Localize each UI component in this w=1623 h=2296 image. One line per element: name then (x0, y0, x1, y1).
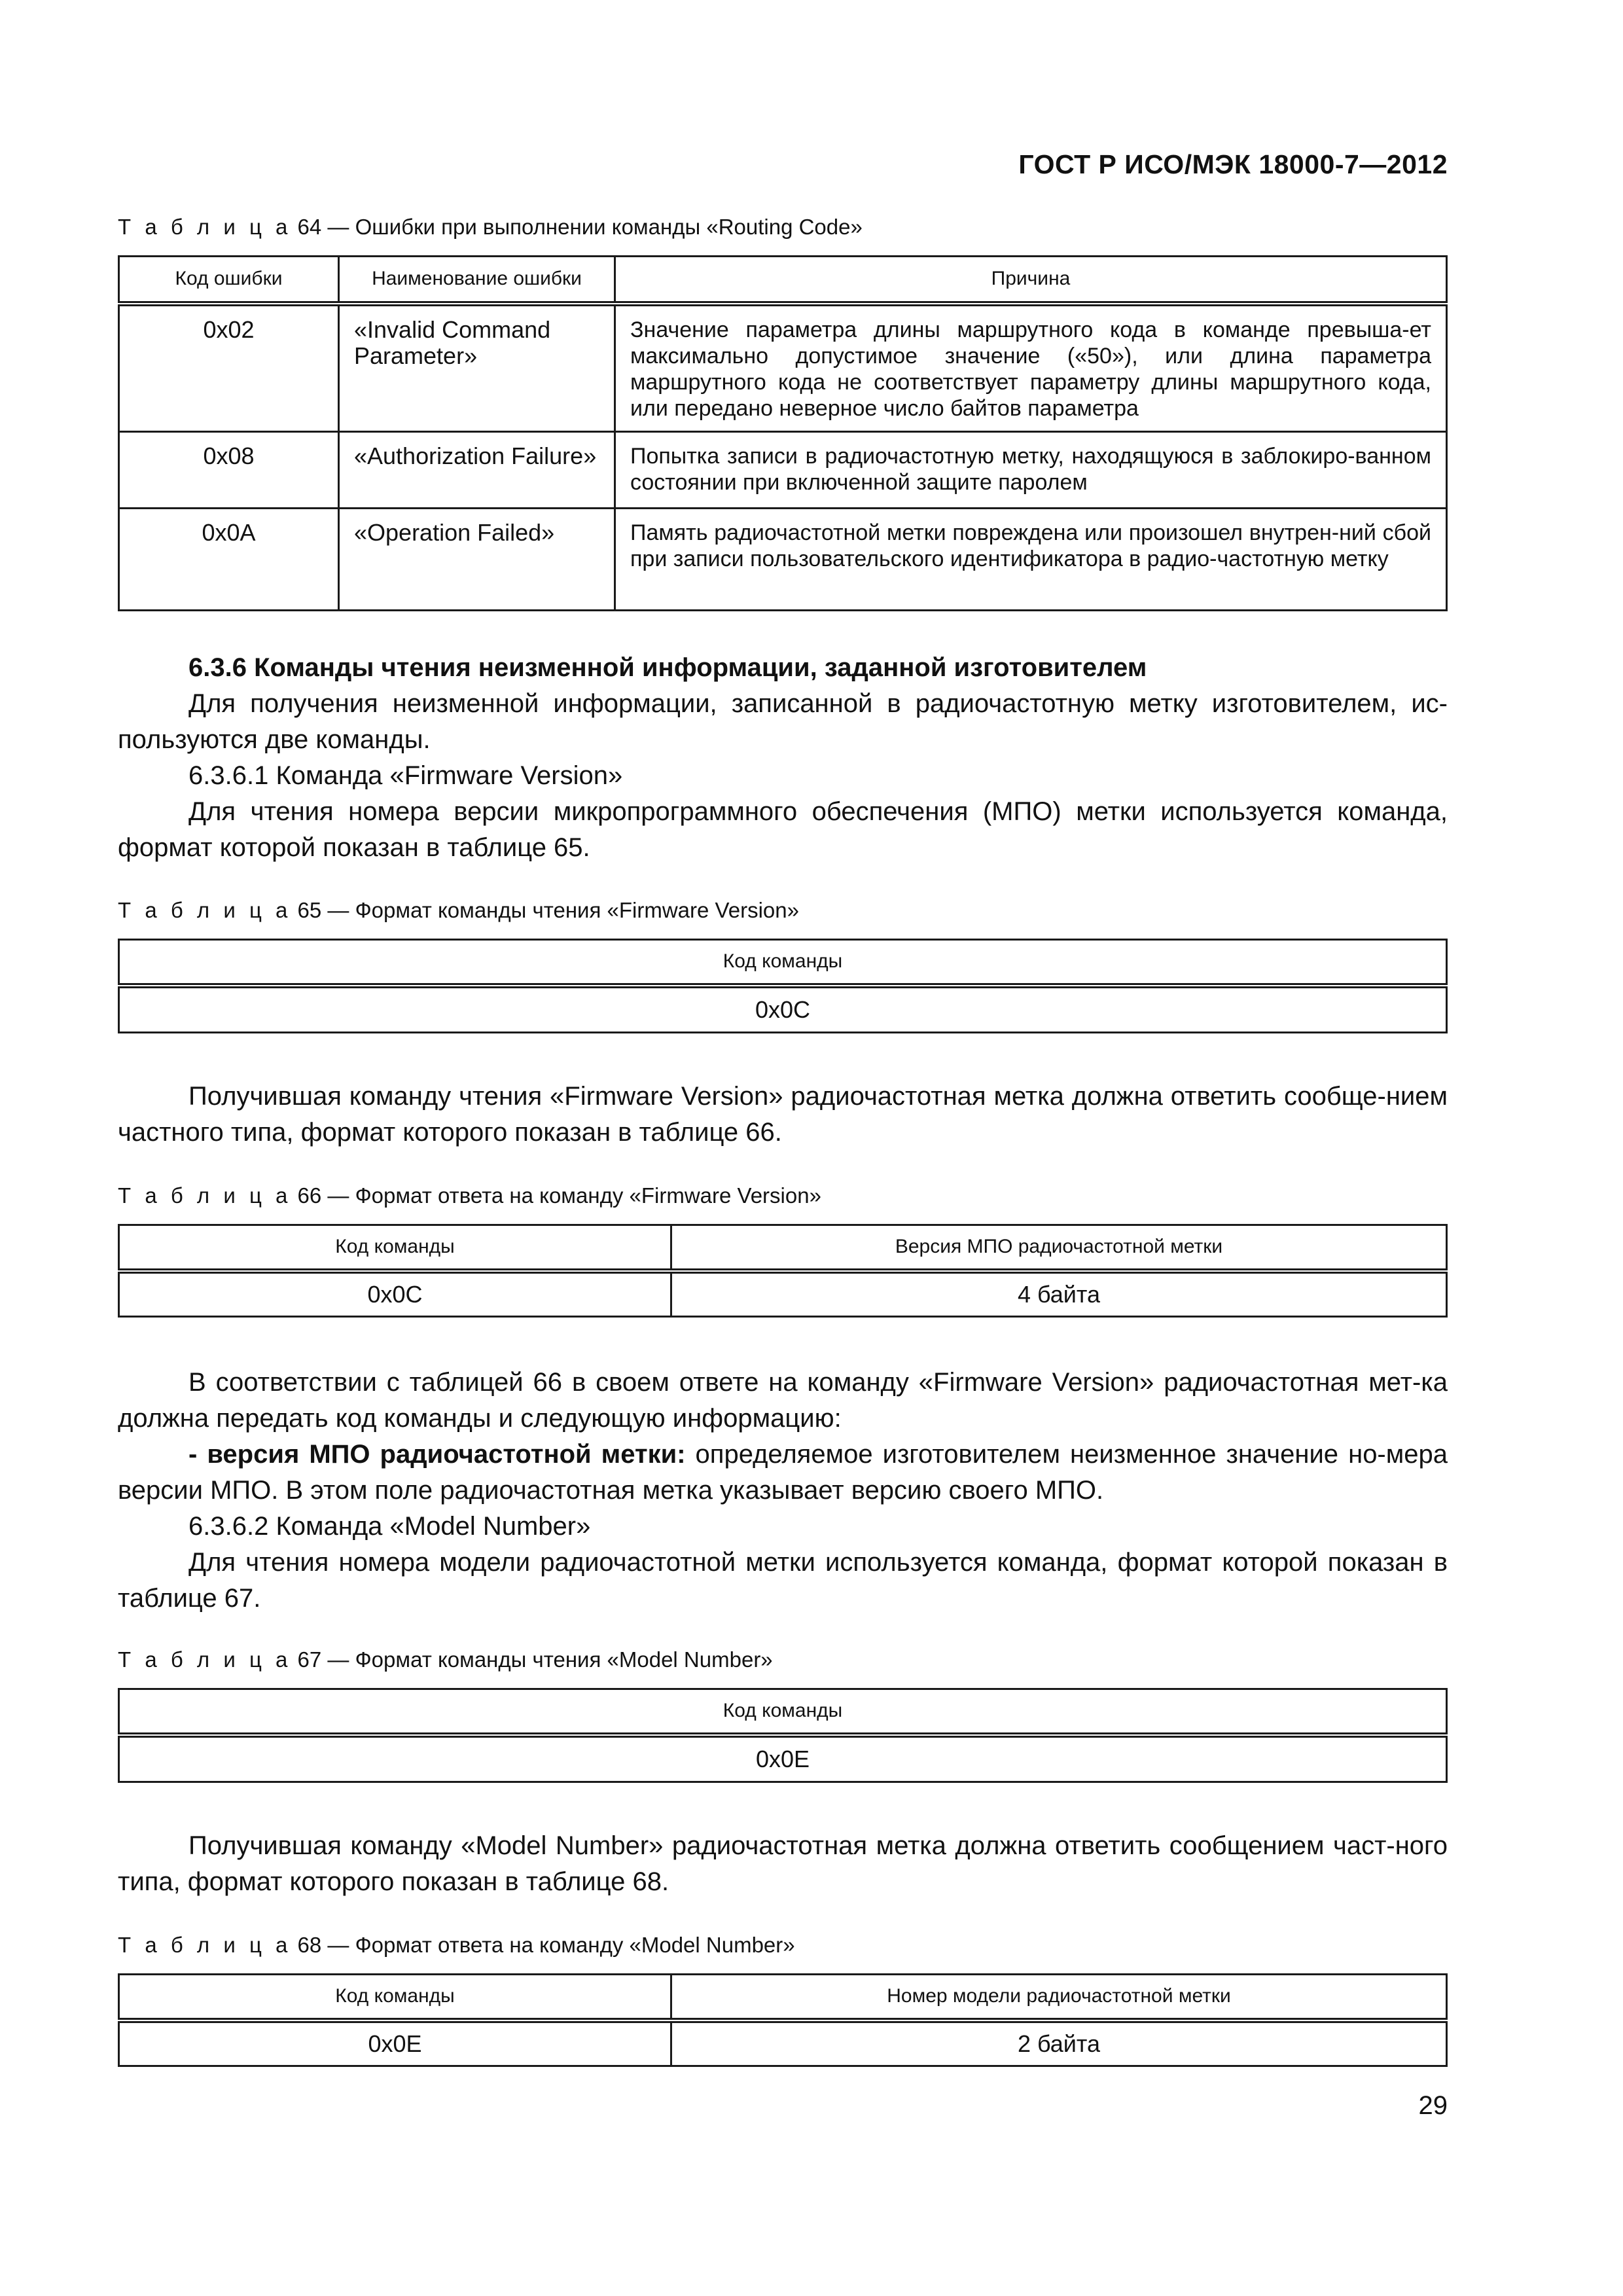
paragraph: Получившая команду «Model Number» радиочастотная метка должна ответить сообщением част-ного типа, формат которого показан в таблице 68. (118, 1831, 1448, 1896)
definition-text: определяемое изготовителем неизменное значение но-мера версии МПО. В этом поле радиочастотная метка указывает версию своего МПО. (118, 1440, 1448, 1505)
table64-header-name: Наименование ошибки (339, 257, 615, 304)
version-size-cell: 4 байта (671, 1271, 1447, 1317)
section-heading: 6.3.6 Команды чтения неизменной информации, заданной изготовителем (188, 653, 1147, 682)
paragraph-definition (118, 1437, 1448, 1509)
table66-header-version: Версия МПО радиочастотной метки (671, 1225, 1447, 1271)
table66-caption-prefix: Т а б л и ц а (118, 1183, 292, 1208)
subsection-heading: 6.3.6.2 Команда «Model Number» (188, 1512, 591, 1541)
table66-header-row (119, 1225, 1447, 1271)
table67-header-row (119, 1689, 1447, 1735)
error-code-cell: 0x02 (119, 304, 339, 432)
table-row (119, 304, 1447, 432)
table64-header-row (119, 257, 1447, 304)
table67-header-code: Код команды (119, 1689, 1447, 1735)
error-name-cell: «Authorization Failure» (339, 432, 615, 509)
command-code-cell: 0x0E (119, 2020, 671, 2066)
paragraph-block-4 (118, 1365, 1448, 1617)
table66-caption-text: 66 — Формат ответа на команду «Firmware Version» (291, 1183, 821, 1208)
table-row (119, 432, 1447, 509)
page-number: 29 (1418, 2091, 1448, 2120)
table67-caption (118, 1647, 773, 1672)
section-6-3-6 (118, 650, 1448, 866)
table67 (118, 1688, 1448, 1783)
table-row (119, 2020, 1447, 2066)
table64-header-code: Код ошибки (119, 257, 339, 304)
table67-caption-prefix: Т а б л и ц а (118, 1647, 292, 1672)
table64-header-reason: Причина (615, 257, 1447, 304)
table-row (119, 1735, 1447, 1782)
paragraph-block-3 (118, 1079, 1448, 1151)
paragraph-block-7 (118, 1828, 1448, 1900)
table65-header-row (119, 940, 1447, 986)
table64-caption-prefix: Т а б л и ц а (118, 215, 292, 239)
definition-term: - версия МПО радиочастотной метки: (188, 1440, 686, 1469)
paragraph: Для чтения номера модели радиочастотной метки используется команда, формат которой показан в таблице 67. (118, 1548, 1448, 1613)
table64-caption-text: 64 — Ошибки при выполнении команды «Routing Code» (291, 215, 863, 239)
table67-caption-text: 67 — Формат команды чтения «Model Number» (291, 1647, 773, 1672)
error-name-cell: «Operation Failed» (339, 509, 615, 611)
error-code-cell: 0x08 (119, 432, 339, 509)
table68-header-row (119, 1975, 1447, 2020)
table68-caption (118, 1933, 795, 1958)
table-row (119, 986, 1447, 1033)
error-reason-cell: Значение параметра длины маршрутного кода в команде превыша-ет максимально допустимое значение («50»), или длина параметра маршрутного кода не соответствует параметру длины маршрутного кода, или передано неверное число байтов параметра (615, 304, 1447, 432)
subsection-heading: 6.3.6.1 Команда «Firmware Version» (188, 761, 623, 790)
paragraph: Получившая команду чтения «Firmware Version» радиочастотная метка должна ответить сообще-нием частного типа, формат которого показан в таблице 66. (118, 1082, 1448, 1147)
command-code-cell: 0x0C (119, 1271, 671, 1317)
table66-header-code: Код команды (119, 1225, 671, 1271)
table66 (118, 1224, 1448, 1318)
table68-caption-prefix: Т а б л и ц а (118, 1933, 292, 1957)
model-size-cell: 2 байта (671, 2020, 1447, 2066)
table-row (119, 509, 1447, 611)
table68 (118, 1973, 1448, 2067)
error-code-cell: 0x0A (119, 509, 339, 611)
paragraph: Для получения неизменной информации, записанной в радиочастотную метку изготовителем, ис-пользуются две команды. (118, 689, 1448, 754)
table65-caption (118, 898, 799, 923)
command-code-cell: 0x0E (119, 1735, 1447, 1782)
table68-header-model: Номер модели радиочастотной метки (671, 1975, 1447, 2020)
table66-caption (118, 1183, 821, 1208)
table65-caption-text: 65 — Формат команды чтения «Firmware Version» (291, 898, 799, 922)
paragraph: Для чтения номера версии микропрограммного обеспечения (МПО) метки используется команда, формат которой показан в таблице 65. (118, 797, 1448, 862)
table68-header-code: Код команды (119, 1975, 671, 2020)
error-name-cell: «Invalid Command Parameter» (339, 304, 615, 432)
document-header: ГОСТ Р ИСО/МЭК 18000-7—2012 (1018, 149, 1448, 179)
error-reason-cell: Попытка записи в радиочастотную метку, находящуюся в заблокиро-ванном состоянии при включенной защите паролем (615, 432, 1447, 509)
table65-caption-prefix: Т а б л и ц а (118, 898, 292, 922)
table-row (119, 1271, 1447, 1317)
table64-caption (118, 215, 863, 240)
table64 (118, 255, 1448, 611)
table65 (118, 939, 1448, 1033)
error-reason-cell: Память радиочастотной метки повреждена или произошел внутрен-ний сбой при записи пользовательского идентификатора в радио-частотную метку (615, 509, 1447, 611)
command-code-cell: 0x0C (119, 986, 1447, 1033)
table68-caption-text: 68 — Формат ответа на команду «Model Number» (291, 1933, 795, 1957)
paragraph: В соответствии с таблицей 66 в своем ответе на команду «Firmware Version» радиочастотная мет-ка должна передать код команды и следующую информацию: (118, 1368, 1448, 1433)
table65-header-code: Код команды (119, 940, 1447, 986)
